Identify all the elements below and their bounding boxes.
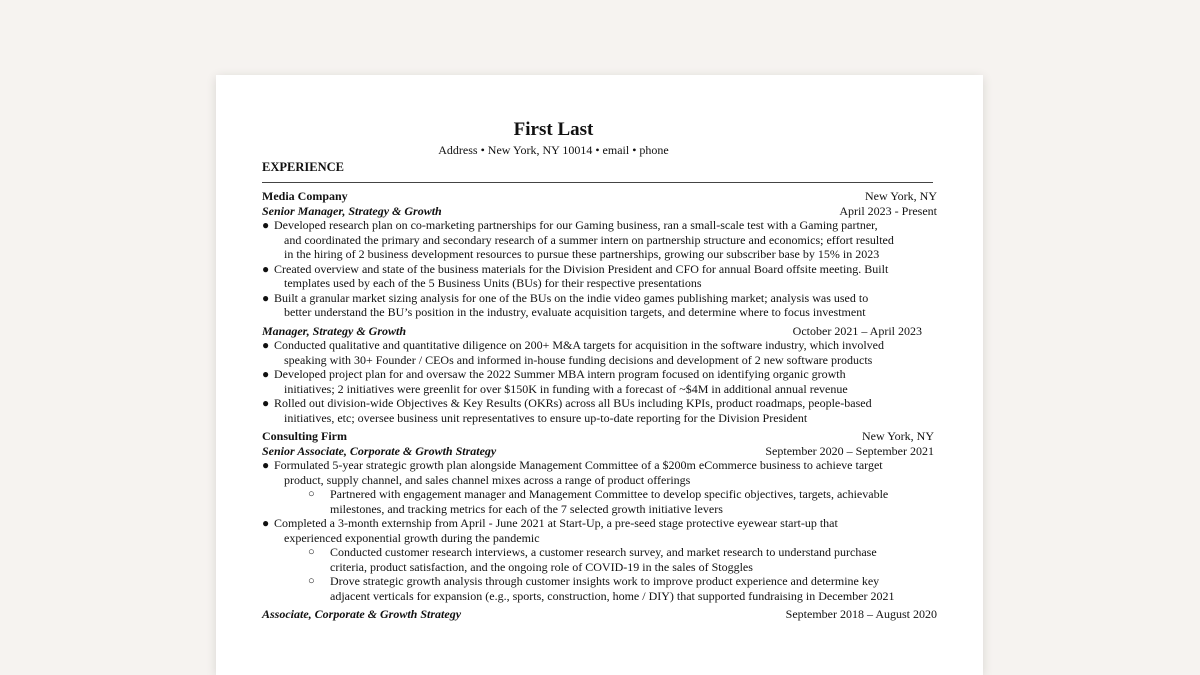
role-title: Manager, Strategy & Growth bbox=[262, 323, 407, 338]
bullet-line: Created overview and state of the business materials for the Division President and CFO for annual Board offsite meeting. Built bbox=[274, 261, 889, 276]
bullet-line: Developed project plan for and oversaw the 2022 Summer MBA intern program focused on identifying organic growth bbox=[274, 367, 846, 381]
bullet-line: initiatives, etc; oversee business unit representatives to ensure up-to-date reporting for the Division President bbox=[284, 410, 808, 425]
bullet-line: Conducted qualitative and quantitative diligence on 200+ M&A targets for acquisition in the software industry, which involved bbox=[274, 338, 884, 352]
bullet-line: Partnered with engagement manager and Management Committee to develop specific objectives, targets, achievable bbox=[330, 487, 889, 501]
role-title: Senior Manager, Strategy & Growth bbox=[262, 203, 442, 218]
candidate-name: First Last bbox=[513, 119, 594, 140]
role-header bbox=[262, 444, 937, 459]
role-title: Senior Associate, Corporate & Growth Strategy bbox=[262, 443, 497, 458]
list-item bbox=[262, 545, 937, 574]
role-header bbox=[262, 204, 937, 219]
bullet-marker: ● bbox=[262, 290, 270, 305]
bullet-line: templates used by each of the 5 Business Units (BUs) for their respective presentations bbox=[284, 276, 702, 290]
resume-page bbox=[216, 75, 983, 675]
bullet-line: experienced exponential growth during the pandemic bbox=[284, 530, 540, 545]
role-dates: April 2023 - Present bbox=[839, 203, 937, 218]
role-header bbox=[262, 607, 937, 622]
sub-bullet-marker: ○ bbox=[308, 546, 315, 558]
bullet-line: milestones, and tracking metrics for each of the 7 selected growth initiative levers bbox=[330, 501, 723, 516]
sub-bullet-marker: ○ bbox=[308, 575, 315, 587]
role-dates: September 2018 – August 2020 bbox=[785, 607, 937, 621]
list-item bbox=[262, 338, 937, 367]
bullet-marker: ● bbox=[262, 458, 270, 472]
list-item bbox=[262, 516, 937, 545]
list-item bbox=[262, 458, 937, 487]
bullet-marker: ● bbox=[262, 338, 270, 352]
list-item bbox=[262, 218, 937, 262]
list-item bbox=[262, 487, 937, 516]
bullet-line: initiatives; 2 initiatives were greenlit for over $150K in funding with a forecast of ~$4M in additional annual revenue bbox=[284, 381, 848, 396]
sub-bullet-marker: ○ bbox=[308, 488, 315, 500]
bullet-line: product, supply channel, and sales channel mixes across a range of product offerings bbox=[284, 472, 691, 487]
bullet-line: Formulated 5-year strategic growth plan alongside Management Committee of a $200m eCommerce business to achieve target bbox=[274, 458, 883, 472]
list-item bbox=[262, 574, 937, 603]
list-item bbox=[262, 262, 937, 291]
list-item bbox=[262, 396, 937, 425]
company-header bbox=[262, 189, 937, 204]
company-location: New York, NY bbox=[864, 189, 937, 203]
bullet-line: Developed research plan on co-marketing partnerships for our Gaming business, ran a small-scale test with a Gaming partner, bbox=[274, 218, 878, 232]
company-header bbox=[262, 429, 937, 444]
bullet-line: Built a granular market sizing analysis for one of the BUs on the indie video games publishing market; analysis was used to bbox=[274, 290, 869, 305]
list-item bbox=[262, 291, 937, 320]
role-title: Associate, Corporate & Growth Strategy bbox=[262, 607, 462, 621]
bullet-line: in the hiring of 2 business development resources to pursue these partnerships, growing our subscriber base by 15% in 2023 bbox=[284, 247, 880, 261]
company-name: Media Company bbox=[262, 189, 348, 203]
bullet-marker: ● bbox=[262, 367, 270, 381]
company-location: New York, NY bbox=[861, 429, 934, 443]
list-item bbox=[262, 367, 937, 396]
bullet-line: Conducted customer research interviews, a customer research survey, and market research to understand purchase bbox=[330, 545, 877, 559]
section-divider bbox=[262, 182, 933, 183]
bullet-marker: ● bbox=[262, 396, 270, 410]
bullet-line: and coordinated the primary and secondary research of a summer intern on partnership structure and economics; effort resulted bbox=[284, 232, 894, 247]
role-dates: September 2020 – September 2021 bbox=[765, 443, 934, 458]
bullet-line: better understand the BU’s position in the industry, evaluate acquisition targets, and determine where to focus investment bbox=[284, 305, 866, 319]
bullet-line: Completed a 3-month externship from April - June 2021 at Start-Up, a pre-seed stage protective eyewear start-up that bbox=[274, 516, 838, 530]
bullet-line: Rolled out division-wide Objectives & Key Results (OKRs) across all BUs including KPIs, product roadmaps, people-based bbox=[274, 396, 872, 410]
bullet-line: criteria, product satisfaction, and the ongoing role of COVID-19 in the sales of Stoggles bbox=[330, 559, 753, 574]
experience-body bbox=[262, 189, 937, 622]
bullet-line: adjacent verticals for expansion (e.g., sports, construction, home / DIY) that supported fundraising in December 2021 bbox=[330, 588, 895, 603]
company-name: Consulting Firm bbox=[262, 429, 348, 443]
bullet-list bbox=[262, 338, 937, 425]
bullet-marker: ● bbox=[262, 218, 270, 232]
role-dates: October 2021 – April 2023 bbox=[792, 323, 922, 338]
bullet-line: speaking with 30+ Founder / CEOs and informed in-house funding decisions and development of 2 new software products bbox=[284, 352, 873, 367]
role-header bbox=[262, 324, 937, 339]
bullet-list bbox=[262, 458, 937, 603]
bullet-line: Drove strategic growth analysis through customer insights work to improve product experience and determine key bbox=[330, 574, 880, 588]
bullet-list bbox=[262, 218, 937, 320]
bullet-marker: ● bbox=[262, 516, 270, 530]
section-title-experience: EXPERIENCE bbox=[262, 160, 344, 174]
bullet-marker: ● bbox=[262, 261, 270, 276]
contact-line: Address • New York, NY 10014 • email • phone bbox=[438, 143, 669, 157]
